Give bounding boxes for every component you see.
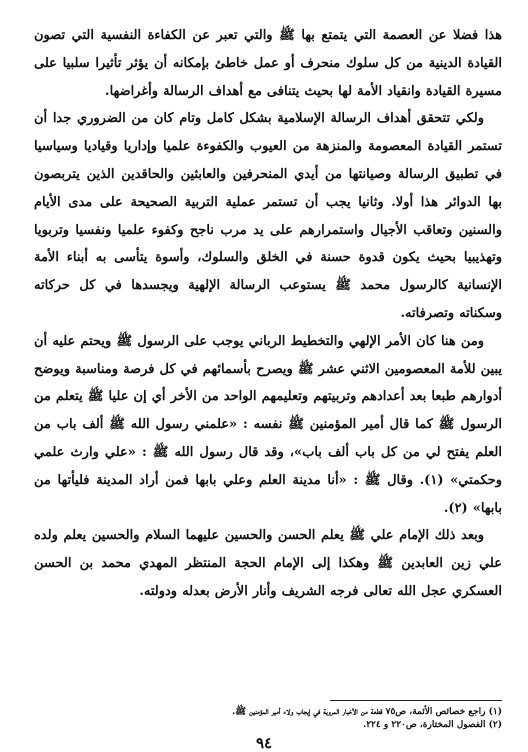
paragraph-2: ولكي تتحقق أهداف الرسالة الإسلامية بشكل كامل وتام كان من الضروري جدا أن تستمر القيادة المعصومة والمنزهة من العيوب والكفوءة علميا وإداريا وقياديا وسياسيا في تطبيق الرسالة وصيانتها من أيدي المنحرفين والعابثين والحاقدين الذين يتربصون بها الدوائر هذا أولا. وثانيا يجب أن تستمر عملية التربية الصحيحة على مدى الأيام والسنين وتعاقب الأجيال واستمرارهم على يد مرب ناجح وكفوء علميا ونفسيا وتربويا وتهذيبيا بحيث يكون قدوة حسنة في الخلق والسلوك، وأسوة يتأسى به أبناء الأمة الإنسانية كالرسول محمد ﷺ يستوعب الرسالة الإلهية ويجسدها في كل حركاته وسكناته وتصرفاته. [34, 111, 502, 321]
footnotes [34, 706, 502, 732]
paragraph-1: هذا فضلا عن العصمة التي يتمتع بها ﷺ والتي تعبر عن الكفاءة النفسية التي تصون القيادة الدينية من كل سلوك منحرف أو عمل خاطئ بإمكانه أن يؤثر تأثيرا سلبيا على مسيرة القيادة وانقياد الأمة لها بحيث يتنافى مع أهداف الرسالة وأغراضها. [34, 28, 502, 99]
page-number: ٩٤ [255, 734, 273, 752]
paragraph-3: ومن هنا كان الأمر الإلهي والتخطيط الرباني يوجب على الرسول ﷺ ويحتم عليه أن يبين للأمة المعصومين الاثني عشر ﷺ ويصرح بأسمائهم في كل فرصة ومناسبة ويوضح أدوارهم طبعا بعد أعدادهم وتربيتهم وتعليمهم الواحد من الأخر أي إن عليا ﷺ يتعلم من الرسول ﷺ كما قال أمير المؤمنين ﷺ نفسه : «علمني رسول الله ﷺ ألف باب من العلم يفتح لي من كل باب ألف باب»، وقد قال رسول الله ﷺ : «علي وارث علمي وحكمتي» (١). وقال ﷺ : «أنا مدينة العلم وعلي بابها فمن أراد المدينة فليأتها من بابها» (٢). [34, 333, 502, 516]
footnote-divider [330, 700, 502, 701]
body-text [34, 22, 502, 606]
paragraph-4: وبعد ذلك الإمام علي ﷺ يعلم الحسن والحسين عليهما السلام والحسين يعلم ولده علي زين العابدين ﷺ وهكذا إلى الإمام الحجة المنتظر المهدي محمد بن الحسن العسكري عجل الله تعالى فرجه الشريف وأنار الأرض بعدله ودولته. [34, 528, 502, 599]
document-page [34, 22, 502, 730]
footnote-1: (١) راجع خصائص الأئمة، ص٧٥ قطعة من الأخبار المروية في إيجاب ولاء أمير المؤمنين ﷺ. [232, 707, 502, 717]
footnote-2: (٢) الفصول المختارة، ص٢٢٠ و ٢٢٤. [363, 720, 502, 730]
